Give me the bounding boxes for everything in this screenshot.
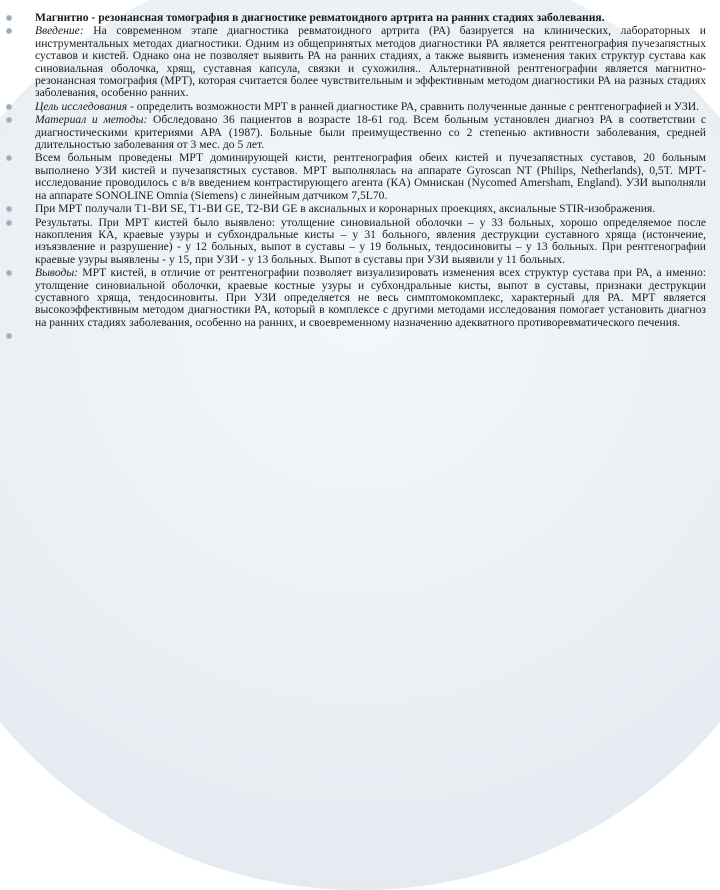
bullet-icon — [6, 220, 12, 226]
item-text: Обследовано 36 пациентов в возрасте 18-61 год. Всем больным установлен диагноз РА в соответствии с диагностическими критериями АРА (1987). Больные были преимущественно со 2 степенью активности заболевания, средней длительностью заболевания от 3 мес. до 5 лет. — [35, 113, 706, 152]
list-item-empty — [6, 330, 706, 342]
list-item-results — [6, 217, 706, 267]
item-text: Всем больным проведены МРТ доминирующей кисти, рентгенография обеих кистей и пучезапястных суставов, 20 больным выполнено УЗИ кистей и пучезапястных суставов. МРТ выполнялась на аппарате Gyroscan NT (Philips, Netherlands), 0,5T. МРТ-исследование проводилось с в/в введением контрастирующего агента (КА) Омнискан (Nycomed Amersham, England). УЗИ выполняли на аппарате SONOLINE Omnia (Siemens) с линейным датчиком 7,5L70. — [35, 151, 706, 202]
item-lead: Введение: — [35, 24, 84, 38]
bullet-icon — [6, 104, 12, 110]
item-text: Результаты. При МРТ кистей было выявлено: утолщение синовиальной оболочки – у 33 больных, хорошо определяемое после накопления КА, краевые узуры и субхондральные кисты – у 31 больного, явления деструкции суставного хряща (истончение, изъязвление и разрушение) - у 12 больных, выпот в суставы – у 19 больных, тендосиновиты – у 13 больных. При рентгенографии краевые узуры выявлены - у 15, при УЗИ - у 13 больных. Выпот в суставы при УЗИ выявили у 11 больных. — [35, 215, 706, 266]
bullet-list — [6, 12, 706, 343]
item-text: При МРТ получали T1-ВИ SE, T1-ВИ GE, T2-ВИ GE в аксиальных и коронарных проекциях, аксиальные STIR-изображения. — [35, 202, 656, 216]
bullet-icon — [6, 15, 12, 21]
item-text: - определить возможности МРТ в ранней диагностике РА, сравнить полученные данные с рентгенографией и УЗИ. — [127, 99, 700, 113]
bullet-icon — [6, 155, 12, 161]
bullet-icon — [6, 270, 12, 276]
item-lead: Выводы: — [35, 266, 79, 280]
list-item-procedures — [6, 152, 706, 202]
item-lead: Цель исследования — [35, 99, 128, 113]
list-item-title — [6, 12, 706, 24]
item-text: На современном этапе диагностика ревматоидного артрита (РА) базируется на клинических, лабораторных и инструментальных методах диагностики. Одним из общепринятых методов диагностики РА является рентгенография пучезапястных суставов и кистей. Однако она не позволяет выявить РА на ранних стадиях, а также выявить изменения таких структур сустава как синовиальная оболочка, хрящ, суставная капсула, связки и сухожилия.. Альтернативной рентгенографии является магнитно-резонансная томография (МРТ), которая считается более чувствительным и эффективным методом диагностики РА на разных стадиях заболевания, особенно ранних. — [35, 24, 706, 100]
list-item-methods — [6, 114, 706, 151]
list-item-conclusions — [6, 267, 706, 329]
bullet-icon — [6, 117, 12, 123]
bullet-icon — [6, 28, 12, 34]
slide-title: Магнитно - резонансная томография в диагностике ревматоидного артрита на ранних стадиях заболевания. — [35, 11, 605, 24]
bullet-icon — [6, 333, 12, 339]
item-text: МРТ кистей, в отличие от рентгенографии позволяет визуализировать изменения всех структур сустава при РА, а именно: утолщение синовиальной оболочки, краевые костные узуры и субхондральные кисты, выпот в суставы, признаки деструкции суставного хряща, тендосиновиты. При УЗИ определяется не весь симптомокомплекс, характерный для РА. МРТ является высокоэффективным методом диагностики РА, который в комплексе с другими методами исследования помогает установить диагноз на ранних стадиях заболевания, особенно на ранних, и своевременному назначению адекватного противоревматического печения. — [35, 266, 706, 329]
bullet-icon — [6, 206, 12, 212]
list-item-introduction — [6, 25, 706, 99]
list-item-aim — [6, 101, 706, 113]
list-item-sequences — [6, 203, 706, 215]
item-lead: Материал и методы: — [35, 113, 148, 127]
